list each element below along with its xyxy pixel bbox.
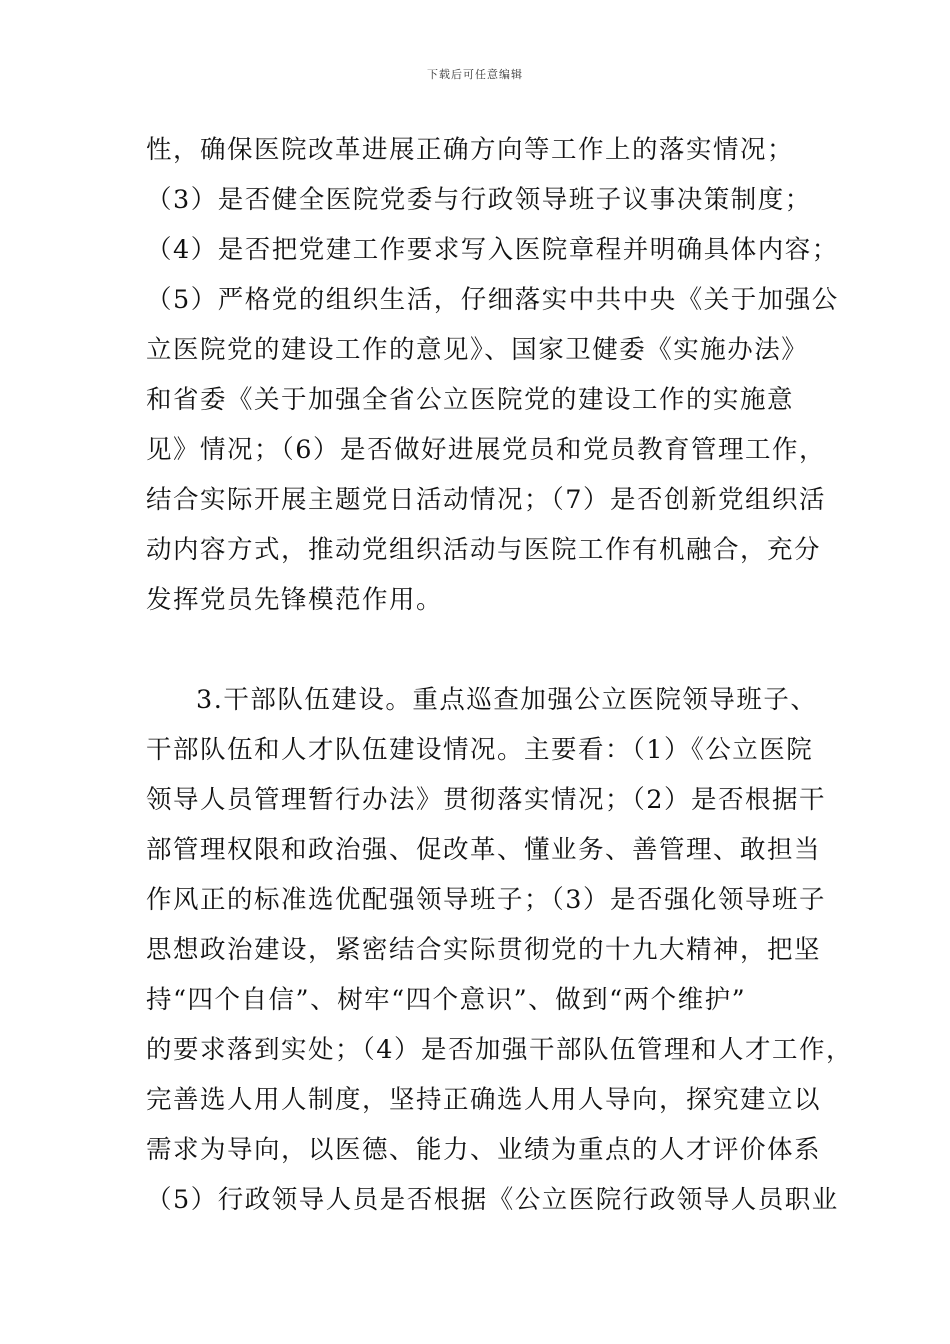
paragraph2-line-8: 的要求落到实处；（4）是否加强干部队伍管理和人才工作， bbox=[146, 1035, 853, 1065]
paragraph2-line-9: 完善选人用人制度，坚持正确选人用人导向，探究建立以 bbox=[146, 1085, 822, 1115]
paragraph1-line-2: （3）是否健全医院党委与行政领导班子议事决策制度； bbox=[146, 185, 812, 215]
paragraph1-line-10: 发挥党员先锋模范作用。 bbox=[146, 585, 444, 615]
paragraph1-line-4: （5）严格党的组织生活，仔细落实中共中央《关于加强公 bbox=[146, 285, 839, 315]
paragraph2-line-6: 思想政治建设，紧密结合实际贯彻党的十九大精神，把坚 bbox=[146, 935, 822, 965]
paragraph1-line-7: 见》情况；（6）是否做好进展党员和党员教育管理工作， bbox=[146, 435, 826, 465]
paragraph2-line-2: 干部队伍和人才队伍建设情况。主要看：（1）《公立医院 bbox=[146, 735, 814, 765]
paragraph1-line-6: 和省委《关于加强全省公立医院党的建设工作的实施意 bbox=[146, 385, 795, 415]
paragraph2-line-1: 3.干部队伍建设。重点巡查加强公立医院领导班子、 bbox=[196, 685, 818, 715]
paragraph1-line-9: 动内容方式，推动党组织活动与医院工作有机融合，充分 bbox=[146, 535, 822, 565]
page-header: 下载后可任意编辑 bbox=[427, 68, 523, 81]
paragraph1-line-8: 结合实际开展主题党日活动情况；（7）是否创新党组织活 bbox=[146, 485, 826, 515]
paragraph2-line-7: 持“四个自信”、树牢“四个意识”、做到“两个维护” bbox=[146, 985, 747, 1015]
paragraph1-line-1: 性，确保医院改革进展正确方向等工作上的落实情况； bbox=[146, 135, 795, 165]
paragraph2-line-10: 需求为导向，以医德、能力、业绩为重点的人才评价体系 bbox=[146, 1135, 822, 1165]
paragraph2-line-5: 作风正的标准选优配强领导班子；（3）是否强化领导班子 bbox=[146, 885, 826, 915]
paragraph2-line-4: 部管理权限和政治强、促改革、懂业务、善管理、敢担当 bbox=[146, 835, 822, 865]
paragraph2-line-3: 领导人员管理暂行办法》贯彻落实情况；（2）是否根据干 bbox=[146, 785, 826, 815]
paragraph2-line-11: （5）行政领导人员是否根据《公立医院行政领导人员职业 bbox=[146, 1185, 839, 1215]
paragraph1-line-3: （4）是否把党建工作要求写入医院章程并明确具体内容； bbox=[146, 235, 839, 265]
paragraph1-line-5: 立医院党的建设工作的意见》、国家卫健委《实施办法》 bbox=[146, 335, 809, 365]
